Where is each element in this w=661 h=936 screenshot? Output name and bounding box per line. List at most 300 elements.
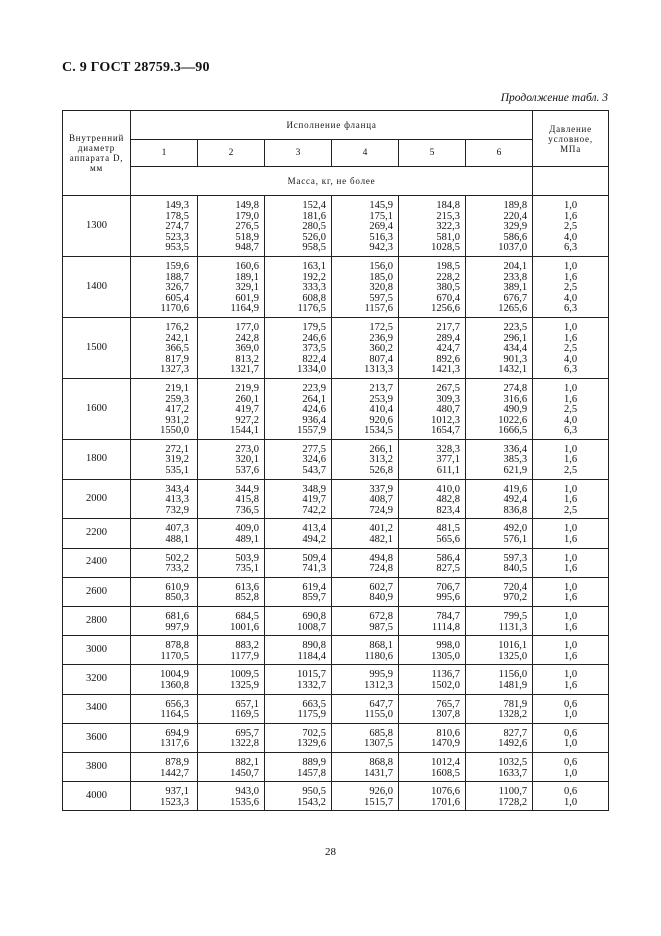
mass-value: 413,3 — [165, 494, 189, 506]
mass-value: 936,4 — [302, 414, 326, 426]
mass-value: 1176,5 — [297, 303, 326, 315]
mass-value: 1327,3 — [160, 364, 189, 376]
mass-value: 656,3 — [165, 698, 189, 710]
diameter-cell: 1500 — [63, 317, 131, 378]
mass-value: 1492,6 — [498, 738, 528, 750]
mass-value: 724,8 — [369, 563, 393, 575]
mass-cell — [399, 694, 466, 723]
mass-value: 742,2 — [302, 504, 326, 516]
mass-value: 175,1 — [369, 210, 393, 222]
mass-value: 233,8 — [503, 271, 528, 283]
mass-value: 882,1 — [235, 756, 259, 768]
mass-cell — [265, 479, 332, 519]
mass-value: 1535,6 — [230, 796, 259, 808]
mass-value: 942,3 — [369, 242, 393, 254]
mass-value: 309,3 — [436, 393, 460, 405]
mass-value: 273,0 — [235, 443, 259, 455]
pressure-value: 1,0 — [564, 382, 578, 394]
mass-value: 958,5 — [302, 242, 326, 254]
mass-value: 419,6 — [503, 483, 528, 495]
mass-value: 336,4 — [503, 443, 528, 455]
diameter-cell: 1800 — [63, 439, 131, 479]
mass-value: 813,2 — [235, 353, 259, 365]
pressure-value: 1,0 — [564, 200, 578, 211]
pressure-value: 2,5 — [564, 404, 578, 416]
mass-cell — [399, 378, 466, 439]
mass-value: 883,2 — [235, 640, 259, 652]
mass-value: 172,5 — [369, 321, 393, 333]
mass-value: 1307,5 — [364, 738, 393, 750]
mass-value: 735,1 — [235, 563, 259, 575]
mass-value: 413,4 — [302, 523, 326, 535]
mass-cell — [399, 439, 466, 479]
mass-value: 219,1 — [165, 382, 189, 394]
mass-cell — [399, 782, 466, 811]
pressure-header-line: условное, — [548, 133, 593, 144]
mass-value: 267,5 — [436, 382, 460, 394]
diameter-header-line: Внутренний — [68, 133, 125, 143]
mass-value: 840,9 — [369, 592, 393, 604]
mass-value: 269,4 — [369, 221, 393, 233]
execution-header-cell: Исполнение фланца — [131, 111, 533, 140]
mass-cell — [332, 317, 399, 378]
pressure-value: 2,5 — [564, 465, 578, 477]
mass-cell — [332, 439, 399, 479]
pressure-cell — [533, 752, 609, 781]
mass-value: 185,0 — [369, 271, 393, 283]
mass-value: 424,6 — [302, 404, 326, 416]
mass-value: 621,9 — [503, 465, 528, 477]
mass-cell — [131, 694, 198, 723]
diameter-cell: 3600 — [63, 723, 131, 752]
mass-value: 943,0 — [235, 786, 259, 798]
mass-value: 581,0 — [436, 231, 460, 243]
mass-value: 329,1 — [235, 282, 259, 294]
mass-value: 605,4 — [165, 292, 189, 304]
mass-cell — [131, 665, 198, 694]
mass-cell — [198, 636, 265, 665]
pressure-value: 1,0 — [564, 796, 578, 808]
mass-cell — [131, 636, 198, 665]
mass-value: 1457,8 — [297, 767, 326, 779]
mass-value: 377,1 — [436, 454, 460, 466]
mass-value: 868,8 — [369, 756, 393, 768]
mass-value: 647,7 — [369, 698, 393, 710]
mass-value: 177,0 — [235, 321, 259, 333]
mass-value: 1008,7 — [297, 621, 326, 633]
table-row — [63, 196, 609, 257]
pressure-value: 2,5 — [564, 282, 578, 294]
pressure-value: 4,0 — [564, 414, 578, 426]
mass-value: 526,0 — [302, 231, 326, 243]
mass-value: 1523,3 — [160, 796, 189, 808]
mass-cell — [332, 607, 399, 636]
flange-mass-table-container — [62, 110, 608, 811]
mass-value: 1028,5 — [431, 242, 460, 254]
mass-value: 685,8 — [369, 727, 393, 739]
mass-value: 1180,6 — [364, 650, 393, 662]
diameter-cell: 2800 — [63, 607, 131, 636]
mass-cell — [265, 577, 332, 606]
mass-value: 920,6 — [369, 414, 393, 426]
mass-value: 684,5 — [235, 611, 259, 622]
mass-cell — [265, 196, 332, 257]
mass-cell — [399, 607, 466, 636]
mass-cell — [265, 317, 332, 378]
mass-cell — [198, 256, 265, 317]
mass-value: 373,5 — [302, 343, 326, 355]
mass-value: 732,9 — [165, 504, 189, 516]
mass-cell — [198, 607, 265, 636]
pressure-header-blank — [533, 167, 609, 196]
pressure-value: 0,6 — [564, 698, 578, 710]
mass-value: 518,9 — [235, 231, 259, 243]
mass-value: 277,5 — [302, 443, 326, 455]
table-row — [63, 519, 609, 548]
pressure-value: 1,0 — [564, 669, 578, 681]
mass-value: 878,9 — [165, 756, 189, 768]
mass-cell — [332, 694, 399, 723]
execution-column-header: 3 — [265, 140, 332, 167]
mass-cell — [466, 782, 533, 811]
mass-value: 220,4 — [503, 210, 528, 222]
mass-cell — [198, 439, 265, 479]
mass-value: 1177,9 — [230, 650, 259, 662]
mass-value: 419,7 — [235, 404, 259, 416]
mass-cell — [131, 607, 198, 636]
page-number: 28 — [325, 846, 336, 858]
mass-value: 1701,6 — [431, 796, 460, 808]
mass-cell — [265, 694, 332, 723]
mass-value: 419,7 — [302, 494, 326, 506]
table-row — [63, 439, 609, 479]
mass-value: 409,0 — [235, 523, 259, 535]
pressure-value: 2,5 — [564, 221, 578, 233]
mass-cell — [466, 548, 533, 577]
mass-value: 490,9 — [503, 404, 528, 416]
mass-cell — [198, 665, 265, 694]
mass-cell — [131, 577, 198, 606]
mass-value: 1360,8 — [160, 679, 189, 691]
pressure-cell — [533, 317, 609, 378]
mass-value: 1515,7 — [364, 796, 393, 808]
mass-value: 156,0 — [369, 260, 393, 272]
mass-value: 328,3 — [436, 443, 460, 455]
mass-value: 152,4 — [302, 200, 326, 211]
table-row — [63, 694, 609, 723]
mass-value: 733,2 — [165, 563, 189, 575]
mass-value: 1076,6 — [431, 786, 460, 798]
pressure-header-line: Давление — [549, 123, 592, 134]
mass-value: 840,5 — [503, 563, 528, 575]
mass-value: 145,9 — [369, 200, 393, 211]
mass-value: 694,9 — [165, 727, 189, 739]
mass-value: 741,3 — [302, 563, 326, 575]
mass-value: 1654,7 — [431, 425, 460, 437]
mass-value: 1012,3 — [431, 414, 460, 426]
mass-cell — [332, 752, 399, 781]
mass-value: 276,5 — [235, 221, 259, 233]
mass-value: 1016,1 — [498, 640, 528, 652]
mass-value: 850,3 — [165, 592, 189, 604]
diameter-cell: 2400 — [63, 548, 131, 577]
pressure-cell — [533, 665, 609, 694]
pressure-value: 1,0 — [564, 581, 578, 593]
flange-mass-table — [62, 110, 609, 811]
pressure-value: 4,0 — [564, 231, 578, 243]
mass-cell — [466, 665, 533, 694]
mass-value: 543,7 — [302, 465, 326, 477]
mass-value: 272,1 — [165, 443, 189, 455]
mass-value: 997,9 — [165, 621, 189, 633]
mass-value: 1305,0 — [431, 650, 460, 662]
mass-value: 401,2 — [369, 523, 393, 535]
mass-cell — [332, 479, 399, 519]
mass-value: 482,8 — [436, 494, 460, 506]
diameter-cell: 2600 — [63, 577, 131, 606]
mass-value: 344,9 — [235, 483, 259, 495]
mass-value: 410,4 — [369, 404, 393, 416]
pressure-cell — [533, 577, 609, 606]
mass-value: 389,1 — [503, 282, 528, 294]
mass-value: 1470,9 — [431, 738, 460, 750]
mass-value: 326,7 — [165, 282, 189, 294]
pressure-value: 1,6 — [564, 679, 578, 691]
mass-value: 1557,9 — [297, 425, 326, 437]
mass-value: 1502,0 — [431, 679, 460, 691]
mass-cell — [399, 548, 466, 577]
mass-value: 189,1 — [235, 271, 259, 283]
execution-column-header: 5 — [399, 140, 466, 167]
table-row — [63, 256, 609, 317]
mass-value: 1321,7 — [230, 364, 259, 376]
mass-value: 410,0 — [436, 483, 460, 495]
mass-value: 852,8 — [235, 592, 259, 604]
pressure-cell — [533, 548, 609, 577]
mass-cell — [466, 636, 533, 665]
mass-value: 322,3 — [436, 221, 460, 233]
pressure-value: 0,6 — [564, 756, 578, 768]
pressure-value: 1,6 — [564, 494, 578, 506]
mass-value: 1608,5 — [431, 767, 460, 779]
pressure-value: 0,6 — [564, 727, 578, 739]
mass-value: 289,4 — [436, 332, 460, 344]
mass-value: 223,9 — [302, 382, 326, 394]
mass-value: 724,9 — [369, 504, 393, 516]
mass-value: 149,3 — [165, 200, 189, 211]
mass-cell — [399, 317, 466, 378]
mass-value: 781,9 — [503, 698, 528, 710]
mass-cell — [399, 636, 466, 665]
mass-value: 611,1 — [436, 465, 460, 477]
pressure-value: 1,6 — [564, 271, 578, 283]
mass-value: 1169,5 — [230, 709, 259, 721]
mass-value: 565,6 — [436, 534, 460, 546]
mass-value: 343,4 — [165, 483, 189, 495]
diameter-cell: 3000 — [63, 636, 131, 665]
mass-cell — [332, 196, 399, 257]
mass-value: 613,6 — [235, 581, 259, 593]
mass-cell — [265, 636, 332, 665]
pressure-cell — [533, 636, 609, 665]
mass-value: 149,8 — [235, 200, 259, 211]
mass-value: 1184,4 — [297, 650, 326, 662]
diameter-cell: 1600 — [63, 378, 131, 439]
mass-value: 1544,1 — [230, 425, 259, 437]
mass-value: 176,2 — [165, 321, 189, 333]
table-row — [63, 479, 609, 519]
mass-value: 1322,8 — [230, 738, 259, 750]
pressure-value: 1,0 — [564, 552, 578, 564]
mass-value: 1170,6 — [160, 303, 189, 315]
pressure-cell — [533, 782, 609, 811]
mass-value: 597,3 — [503, 552, 528, 564]
mass-value: 1317,6 — [160, 738, 189, 750]
pressure-value: 1,0 — [564, 260, 578, 272]
mass-value: 1004,9 — [160, 669, 189, 681]
mass-value: 219,9 — [235, 382, 259, 394]
pressure-value: 1,0 — [564, 738, 578, 750]
mass-value: 198,5 — [436, 260, 460, 272]
mass-value: 784,7 — [436, 611, 460, 622]
mass-value: 1037,0 — [498, 242, 528, 254]
mass-value: 706,7 — [436, 581, 460, 593]
pressure-value: 1,0 — [564, 443, 578, 455]
mass-value: 1170,5 — [160, 650, 189, 662]
mass-cell — [131, 378, 198, 439]
mass-value: 1633,7 — [498, 767, 528, 779]
mass-cell — [198, 479, 265, 519]
mass-value: 204,1 — [503, 260, 528, 272]
mass-value: 1015,7 — [297, 669, 326, 681]
mass-cell — [131, 317, 198, 378]
mass-cell — [466, 479, 533, 519]
mass-value: 424,7 — [436, 343, 460, 355]
mass-header-cell: Масса, кг, не более — [131, 167, 533, 196]
mass-value: 970,2 — [503, 592, 528, 604]
mass-value: 494,8 — [369, 552, 393, 564]
mass-value: 995,6 — [436, 592, 460, 604]
mass-value: 516,3 — [369, 231, 393, 243]
diameter-cell: 3800 — [63, 752, 131, 781]
pressure-cell — [533, 694, 609, 723]
table-row — [63, 317, 609, 378]
mass-value: 274,7 — [165, 221, 189, 233]
mass-value: 313,2 — [369, 454, 393, 466]
mass-value: 1032,5 — [498, 756, 528, 768]
mass-value: 264,1 — [302, 393, 326, 405]
mass-value: 503,9 — [235, 552, 259, 564]
mass-value: 1550,0 — [160, 425, 189, 437]
mass-value: 998,0 — [436, 640, 460, 652]
pressure-value: 1,0 — [564, 611, 578, 622]
table-row — [63, 752, 609, 781]
mass-cell — [265, 519, 332, 548]
diameter-cell: 2000 — [63, 479, 131, 519]
mass-value: 1164,5 — [160, 709, 189, 721]
execution-column-header: 6 — [466, 140, 533, 167]
mass-value: 892,6 — [436, 353, 460, 365]
mass-value: 178,5 — [165, 210, 189, 222]
mass-cell — [265, 752, 332, 781]
mass-value: 223,5 — [503, 321, 528, 333]
pressure-value: 6,3 — [564, 364, 578, 376]
mass-value: 236,9 — [369, 332, 393, 344]
mass-value: 188,7 — [165, 271, 189, 283]
mass-value: 1022,6 — [498, 414, 528, 426]
mass-cell — [466, 196, 533, 257]
mass-value: 1450,7 — [230, 767, 259, 779]
mass-cell — [131, 439, 198, 479]
mass-value: 1131,3 — [498, 621, 528, 633]
mass-value: 407,3 — [165, 523, 189, 535]
mass-cell — [466, 752, 533, 781]
mass-value: 329,9 — [503, 221, 528, 233]
pressure-cell — [533, 256, 609, 317]
mass-cell — [466, 317, 533, 378]
mass-value: 492,0 — [503, 523, 528, 535]
pressure-value: 1,6 — [564, 393, 578, 405]
diameter-cell: 3400 — [63, 694, 131, 723]
mass-value: 494,2 — [302, 534, 326, 546]
mass-cell — [399, 723, 466, 752]
table-row — [63, 577, 609, 606]
table-row — [63, 607, 609, 636]
mass-value: 274,8 — [503, 382, 528, 394]
mass-cell — [265, 665, 332, 694]
mass-value: 228,2 — [436, 271, 460, 283]
mass-value: 1329,6 — [297, 738, 326, 750]
mass-value: 926,0 — [369, 786, 393, 798]
mass-value: 333,3 — [302, 282, 326, 294]
diameter-cell: 4000 — [63, 782, 131, 811]
diameter-cell: 3200 — [63, 665, 131, 694]
mass-value: 417,2 — [165, 404, 189, 416]
mass-value: 242,1 — [165, 332, 189, 344]
mass-value: 1431,7 — [364, 767, 393, 779]
pressure-value: 2,5 — [564, 504, 578, 516]
mass-cell — [265, 439, 332, 479]
mass-value: 822,4 — [302, 353, 326, 365]
mass-value: 610,9 — [165, 581, 189, 593]
pressure-value: 1,6 — [564, 621, 578, 633]
mass-value: 1009,5 — [230, 669, 259, 681]
mass-cell — [131, 196, 198, 257]
mass-value: 1175,9 — [297, 709, 326, 721]
mass-cell — [198, 782, 265, 811]
mass-value: 995,9 — [369, 669, 393, 681]
diameter-header-cell — [63, 111, 131, 196]
mass-value: 657,1 — [235, 698, 259, 710]
mass-value: 586,6 — [503, 231, 528, 243]
mass-value: 348,9 — [302, 483, 326, 495]
mass-value: 720,4 — [503, 581, 528, 593]
mass-value: 369,0 — [235, 343, 259, 355]
mass-value: 937,1 — [165, 786, 189, 798]
mass-cell — [198, 548, 265, 577]
mass-cell — [399, 752, 466, 781]
table-row — [63, 782, 609, 811]
mass-cell — [265, 723, 332, 752]
pressure-value: 2,5 — [564, 343, 578, 355]
mass-cell — [198, 317, 265, 378]
mass-value: 320,1 — [235, 454, 259, 466]
mass-cell — [466, 607, 533, 636]
mass-value: 1432,1 — [498, 364, 528, 376]
mass-value: 927,2 — [235, 414, 259, 426]
mass-value: 1328,2 — [498, 709, 528, 721]
mass-value: 948,7 — [235, 242, 259, 254]
